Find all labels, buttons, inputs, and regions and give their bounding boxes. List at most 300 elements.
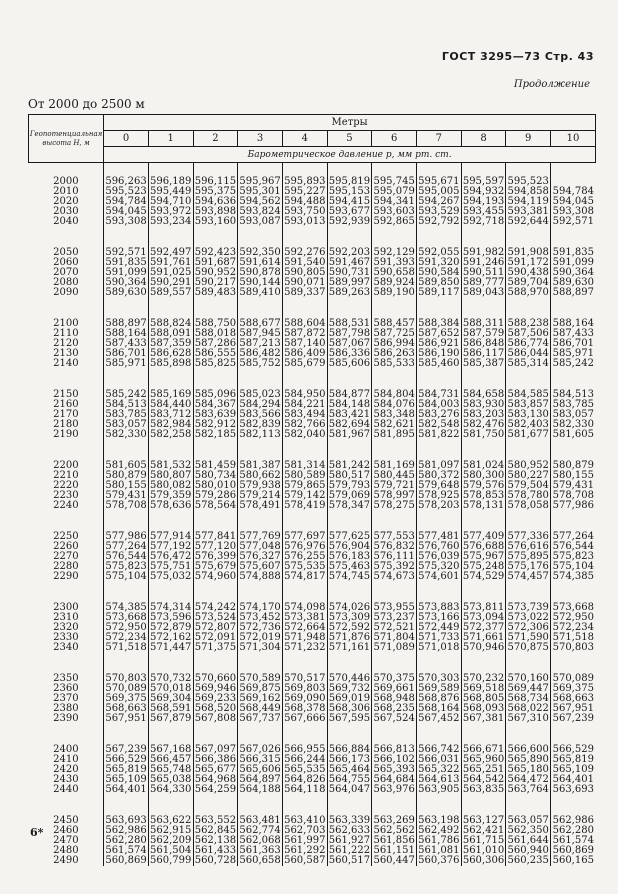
pressure-value: 577,481: [418, 531, 460, 542]
pressure-value: 575,823: [552, 551, 594, 562]
pressure-value: 573,309: [328, 612, 371, 623]
spacer-cell: [148, 227, 193, 248]
spacer-cell: [29, 653, 104, 674]
spacer-cell: [372, 582, 417, 603]
spacer-cell: [238, 795, 283, 816]
spacer-cell: [29, 227, 104, 248]
pressure-value: 581,387: [239, 460, 281, 471]
value-cell: [238, 461, 283, 511]
value-cell: [372, 248, 417, 298]
spacer-cell: [461, 582, 506, 603]
pressure-value: 569,946: [194, 683, 237, 694]
pressure-value: 582,839: [239, 419, 281, 430]
value-cell: [282, 816, 327, 866]
pressure-value: 594,267: [418, 196, 460, 207]
pressure-value: 563,269: [373, 815, 415, 826]
pressure-value: 567,452: [418, 713, 460, 724]
pressure-value: 563,835: [462, 784, 505, 795]
height-value: 2030: [53, 206, 79, 217]
pressure-value: 560,447: [373, 855, 415, 866]
spacer-cell: [551, 582, 596, 603]
pressure-value: 562,986: [552, 815, 594, 826]
pressure-value: 586,994: [373, 338, 415, 349]
pressure-value: 589,997: [328, 277, 371, 288]
pressure-value: 568,734: [507, 693, 549, 704]
pressure-value: 588,897: [552, 287, 594, 298]
value-cell: [104, 319, 149, 369]
spacer-cell: [506, 582, 551, 603]
pressure-value: 571,518: [105, 642, 147, 653]
height-cell: [29, 248, 104, 298]
pressure-value: 581,242: [328, 460, 371, 471]
pressure-value: 588,531: [328, 318, 371, 329]
pressure-value: 586,555: [194, 348, 237, 359]
value-cell: [148, 461, 193, 511]
pressure-value: 589,630: [105, 287, 147, 298]
pressure-value: 593,677: [328, 206, 371, 217]
group-spacer: [29, 724, 596, 745]
pressure-value: 572,521: [373, 622, 415, 633]
pressure-value: 578,347: [328, 500, 371, 511]
spacer-cell: [148, 511, 193, 532]
column-header: 10: [551, 131, 596, 147]
pressure-value: 574,888: [239, 571, 281, 582]
pressure-value: 585,387: [462, 358, 505, 369]
pressure-value: 588,018: [194, 328, 237, 339]
value-cell: [193, 745, 238, 795]
pressure-value: 588,091: [150, 328, 192, 339]
pressure-value: 567,381: [462, 713, 505, 724]
pressure-value: 579,431: [105, 490, 147, 501]
pressure-value: 590,878: [239, 267, 281, 278]
pressure-value: 573,094: [462, 612, 505, 623]
pressure-value: 578,564: [194, 500, 237, 511]
value-cell: [148, 816, 193, 866]
pressure-value: 571,018: [418, 642, 460, 653]
pressure-value: 574,529: [462, 571, 505, 582]
height-value: 2460: [53, 825, 79, 836]
value-cell: [327, 461, 372, 511]
pressure-value: 570,732: [150, 673, 192, 684]
pressure-value: 595,819: [328, 176, 371, 187]
value-cell: [148, 532, 193, 582]
pressure-value: 569,518: [462, 683, 505, 694]
pressure-value: 586,263: [373, 348, 415, 359]
pressure-value: 583,276: [418, 409, 460, 420]
pressure-value: 564,613: [418, 774, 460, 785]
pressure-value: 582,330: [105, 429, 147, 440]
pressure-value: 592,055: [418, 247, 460, 258]
height-cell: [29, 390, 104, 440]
spacer-cell: [416, 724, 461, 745]
height-header: Геопотенциальная высота H, м: [29, 115, 104, 163]
pressure-value: 591,099: [552, 257, 594, 268]
pressure-value: 577,336: [507, 531, 549, 542]
pressure-value: 561,433: [194, 845, 237, 856]
height-value: 2160: [53, 399, 79, 410]
pressure-value: 566,315: [239, 754, 281, 765]
pressure-value: 567,239: [552, 713, 594, 724]
value-cell: [461, 532, 506, 582]
pressure-value: 577,409: [462, 531, 505, 542]
height-value: 2370: [53, 693, 79, 704]
pressure-value: 577,625: [328, 531, 371, 542]
pressure-value: 568,022: [507, 703, 549, 714]
pressure-value: 581,097: [418, 460, 460, 471]
value-cell: [104, 603, 149, 653]
value-cell: [238, 319, 283, 369]
pressure-value: 581,169: [373, 460, 415, 471]
standard-header: ГОСТ 3295—73 Стр. 43: [441, 50, 594, 63]
spacer-cell: [148, 724, 193, 745]
spacer-cell: [416, 440, 461, 461]
pressure-value: 592,644: [507, 216, 549, 227]
pressure-value: 571,304: [239, 642, 281, 653]
pressure-value: 563,410: [284, 815, 326, 826]
pressure-value: 567,737: [239, 713, 281, 724]
pressure-value: 562,703: [284, 825, 326, 836]
pressure-value: 585,023: [239, 389, 281, 400]
pressure-value: 568,378: [284, 703, 326, 714]
pressure-value: 581,895: [373, 429, 415, 440]
pressure-value: 580,589: [284, 470, 326, 481]
value-cell: [372, 163, 417, 228]
pressure-value: 560,517: [328, 855, 371, 866]
pressure-value: 565,038: [150, 774, 192, 785]
height-value: 2150: [53, 389, 79, 400]
value-cell: [372, 745, 417, 795]
pressure-value: 570,303: [418, 673, 460, 684]
pressure-value: 583,639: [194, 409, 237, 420]
pressure-value: 593,455: [462, 206, 505, 217]
pressure-value: 563,057: [507, 815, 549, 826]
pressure-value: 590,364: [552, 267, 594, 278]
pressure-value: 562,562: [373, 825, 415, 836]
pressure-value: 585,242: [105, 389, 147, 400]
pressure-value: 571,161: [328, 642, 371, 653]
pressure-value: 576,399: [194, 551, 237, 562]
pressure-value: 571,518: [552, 632, 594, 643]
pressure-value: 565,819: [552, 754, 594, 765]
spacer-cell: [282, 298, 327, 319]
pressure-value: 585,460: [418, 358, 460, 369]
pressure-value: 589,337: [284, 287, 326, 298]
pressure-value: 576,472: [150, 551, 192, 562]
pressure-value: 588,164: [105, 328, 147, 339]
pressure-value: 591,393: [373, 257, 415, 268]
group-spacer: [29, 511, 596, 532]
value-cell: [104, 461, 149, 511]
pressure-value: 570,232: [462, 673, 505, 684]
pressure-value: 571,733: [418, 632, 460, 643]
pressure-value: 571,876: [328, 632, 371, 643]
pressure-value: 565,251: [462, 764, 505, 775]
pressure-value: 561,644: [507, 835, 549, 846]
value-cell: [416, 532, 461, 582]
height-cell: [29, 745, 104, 795]
spacer-cell: [506, 511, 551, 532]
pressure-value: 566,173: [328, 754, 371, 765]
spacer-cell: [29, 795, 104, 816]
pressure-value: 585,606: [328, 358, 371, 369]
pressure-value: 587,506: [507, 328, 549, 339]
value-cell: [327, 163, 372, 228]
spacer-cell: [416, 511, 461, 532]
pressure-value: 568,449: [239, 703, 281, 714]
pressure-value: 590,071: [284, 277, 326, 288]
pressure-value: 562,209: [150, 835, 192, 846]
table-row-group: [29, 390, 596, 440]
table-row-group: [29, 319, 596, 369]
height-value: 2330: [53, 632, 79, 643]
pressure-value: 570,660: [194, 673, 237, 684]
pressure-value: 593,603: [373, 206, 415, 217]
pressure-value: 577,841: [194, 531, 237, 542]
pressure-value: 594,488: [284, 196, 326, 207]
value-cell: [506, 319, 551, 369]
pressure-value: 588,677: [239, 318, 281, 329]
pressure-value: 595,449: [150, 186, 192, 197]
pressure-value: 573,811: [462, 602, 505, 613]
pressure-value: 581,605: [105, 460, 147, 471]
pressure-value: 589,410: [239, 287, 281, 298]
pressure-value: 573,596: [150, 612, 192, 623]
pressure-value: 573,022: [507, 612, 549, 623]
pressure-value: 565,677: [194, 764, 237, 775]
height-value: 2240: [53, 500, 79, 511]
pressure-value: 586,117: [462, 348, 505, 359]
spacer-cell: [416, 227, 461, 248]
value-cell: [327, 532, 372, 582]
pressure-value: 573,381: [284, 612, 326, 623]
pressure-value: 569,661: [373, 683, 415, 694]
pressure-value: 582,476: [462, 419, 505, 430]
pressure-value: 581,677: [507, 429, 549, 440]
pressure-value: 560,165: [552, 855, 594, 866]
pressure-value: 588,384: [418, 318, 460, 329]
pressure-value: 587,067: [328, 338, 371, 349]
spacer-cell: [282, 440, 327, 461]
height-value: 2470: [53, 835, 79, 846]
pressure-value: 562,350: [507, 825, 549, 836]
pressure-value: 581,605: [552, 429, 594, 440]
pressure-value: 577,986: [552, 500, 594, 511]
pressure-value: 587,140: [284, 338, 326, 349]
pressure-value: 590,144: [239, 277, 281, 288]
height-value: 2080: [53, 277, 79, 288]
pressure-value: 580,734: [194, 470, 237, 481]
spacer-cell: [416, 582, 461, 603]
height-value: 2380: [53, 703, 79, 714]
value-cell: [416, 603, 461, 653]
pressure-value: 592,718: [462, 216, 505, 227]
spacer-cell: [104, 227, 149, 248]
pressure-value: 586,701: [105, 348, 147, 359]
value-cell: [372, 603, 417, 653]
pressure-value: 576,616: [507, 541, 549, 552]
pressure-value: 586,044: [507, 348, 549, 359]
pressure-value: 571,804: [373, 632, 415, 643]
pressure-value: 564,897: [239, 774, 281, 785]
pressure-value: 576,976: [284, 541, 326, 552]
pressure-value: 576,832: [373, 541, 415, 552]
height-value: 2440: [53, 784, 79, 795]
table-body: [29, 163, 596, 867]
pressure-value: 573,524: [194, 612, 237, 623]
pressure-value: 564,968: [194, 774, 237, 785]
pressure-value: 574,026: [328, 602, 371, 613]
pressure-value: 576,327: [239, 551, 281, 562]
pressure-value: 579,504: [507, 480, 549, 491]
pressure-value: 593,972: [150, 206, 192, 217]
height-value: 2170: [53, 409, 79, 420]
pressure-value: 580,662: [239, 470, 281, 481]
pressure-value: 567,239: [105, 744, 147, 755]
pressure-value: 573,237: [373, 612, 415, 623]
pressure-value: 562,068: [239, 835, 281, 846]
pressure-value: 577,264: [105, 541, 147, 552]
pressure-value: 583,421: [328, 409, 371, 420]
pressure-value: 573,668: [552, 602, 594, 613]
pressure-value: 569,233: [194, 693, 237, 704]
pressure-value: 579,938: [239, 480, 281, 491]
pressure-value: 568,591: [150, 703, 192, 714]
pressure-value: 563,339: [328, 815, 371, 826]
pressure-value: 590,364: [105, 277, 147, 288]
pressure-value: 567,951: [552, 703, 594, 714]
pressure-value: 561,574: [105, 845, 147, 856]
pressure-value: 574,385: [105, 602, 147, 613]
pressure-value: 586,482: [239, 348, 281, 359]
pressure-value: 577,264: [552, 531, 594, 542]
pressure-value: 589,117: [418, 287, 460, 298]
pressure-value: 567,595: [328, 713, 371, 724]
pressure-value: 563,622: [150, 815, 192, 826]
pressure-value: 572,664: [284, 622, 326, 633]
pressure-value: 592,792: [418, 216, 460, 227]
column-header: 9: [506, 131, 551, 147]
pressure-value: 584,367: [194, 399, 237, 410]
height-value: 2090: [53, 287, 79, 298]
height-value: 2040: [53, 216, 79, 227]
table-head: [29, 115, 596, 163]
value-cell: [282, 532, 327, 582]
spacer-cell: [148, 369, 193, 390]
group-spacer: [29, 653, 596, 674]
value-cell: [551, 674, 596, 724]
pressure-value: 570,089: [105, 683, 147, 694]
pressure-value: 562,915: [150, 825, 192, 836]
spacer-cell: [148, 440, 193, 461]
pressure-value: 573,955: [373, 602, 415, 613]
pressure-value: 561,856: [373, 835, 415, 846]
pressure-value: 566,244: [284, 754, 326, 765]
pressure-value: 561,010: [462, 845, 505, 856]
spacer-cell: [193, 582, 238, 603]
pressure-value: 580,082: [150, 480, 192, 491]
value-cell: [148, 745, 193, 795]
pressure-value: 580,517: [328, 470, 371, 481]
value-cell: [416, 390, 461, 440]
group-spacer: [29, 440, 596, 461]
pressure-value: 590,438: [507, 267, 549, 278]
pressure-value: 566,102: [373, 754, 415, 765]
pressure-value: 593,234: [150, 216, 192, 227]
value-cell: [506, 461, 551, 511]
value-cell: [148, 319, 193, 369]
pressure-value: 566,600: [507, 744, 549, 755]
pressure-value: 596,115: [194, 176, 237, 187]
pressure-value: 589,777: [462, 277, 505, 288]
pressure-value: 594,710: [150, 196, 192, 207]
pressure-value: 572,234: [105, 632, 147, 643]
pressure-value: 566,031: [418, 754, 460, 765]
pressure-value: 575,032: [150, 571, 192, 582]
pressure-value: 568,876: [418, 693, 460, 704]
pressure-value: 574,673: [373, 571, 415, 582]
pressure-value: 583,712: [150, 409, 192, 420]
spacer-cell: [238, 227, 283, 248]
pressure-value: 579,576: [462, 480, 505, 491]
pressure-value: 580,879: [552, 460, 594, 471]
value-cell: [193, 390, 238, 440]
pressure-value: 591,172: [507, 257, 549, 268]
spacer-cell: [327, 724, 372, 745]
spacer-cell: [461, 227, 506, 248]
spacer-cell: [551, 511, 596, 532]
spacer-cell: [193, 369, 238, 390]
value-cell: [551, 248, 596, 298]
pressure-value: 596,263: [105, 176, 147, 187]
spacer-cell: [238, 582, 283, 603]
spacer-cell: [327, 582, 372, 603]
value-cell: [372, 816, 417, 866]
pressure-value: 595,523: [105, 186, 147, 197]
column-header: 5: [327, 131, 372, 147]
value-cell: [193, 163, 238, 228]
pressure-value: 566,955: [284, 744, 326, 755]
value-cell: [327, 745, 372, 795]
pressure-value: 588,604: [284, 318, 326, 329]
group-spacer: [29, 227, 596, 248]
pressure-value: 583,203: [462, 409, 505, 420]
pressure-value: 574,960: [194, 571, 237, 582]
pressure-value: 575,104: [105, 571, 147, 582]
pressure-value: 560,587: [284, 855, 326, 866]
value-cell: [551, 532, 596, 582]
pressure-value: 583,494: [284, 409, 326, 420]
pressure-value: 562,492: [418, 825, 460, 836]
pressure-value: 582,912: [194, 419, 237, 430]
table-row-group: [29, 603, 596, 653]
value-cell: [104, 674, 149, 724]
pressure-value: 572,879: [150, 622, 192, 633]
value-cell: [506, 163, 551, 228]
value-cell: [148, 674, 193, 724]
pressure-value: 565,748: [150, 764, 192, 775]
pressure-value: 591,908: [507, 247, 549, 258]
height-value: 2020: [53, 196, 79, 207]
pressure-value: 579,865: [284, 480, 326, 491]
pressure-value: 570,803: [105, 673, 147, 684]
pressure-value: 574,098: [284, 602, 326, 613]
pressure-value: 561,292: [284, 845, 326, 856]
pressure-value: 569,162: [239, 693, 281, 704]
pressure-value: 564,684: [373, 774, 415, 785]
height-value: 2230: [53, 490, 79, 501]
pressure-value: 572,592: [328, 622, 371, 633]
pressure-value: 574,817: [284, 571, 326, 582]
